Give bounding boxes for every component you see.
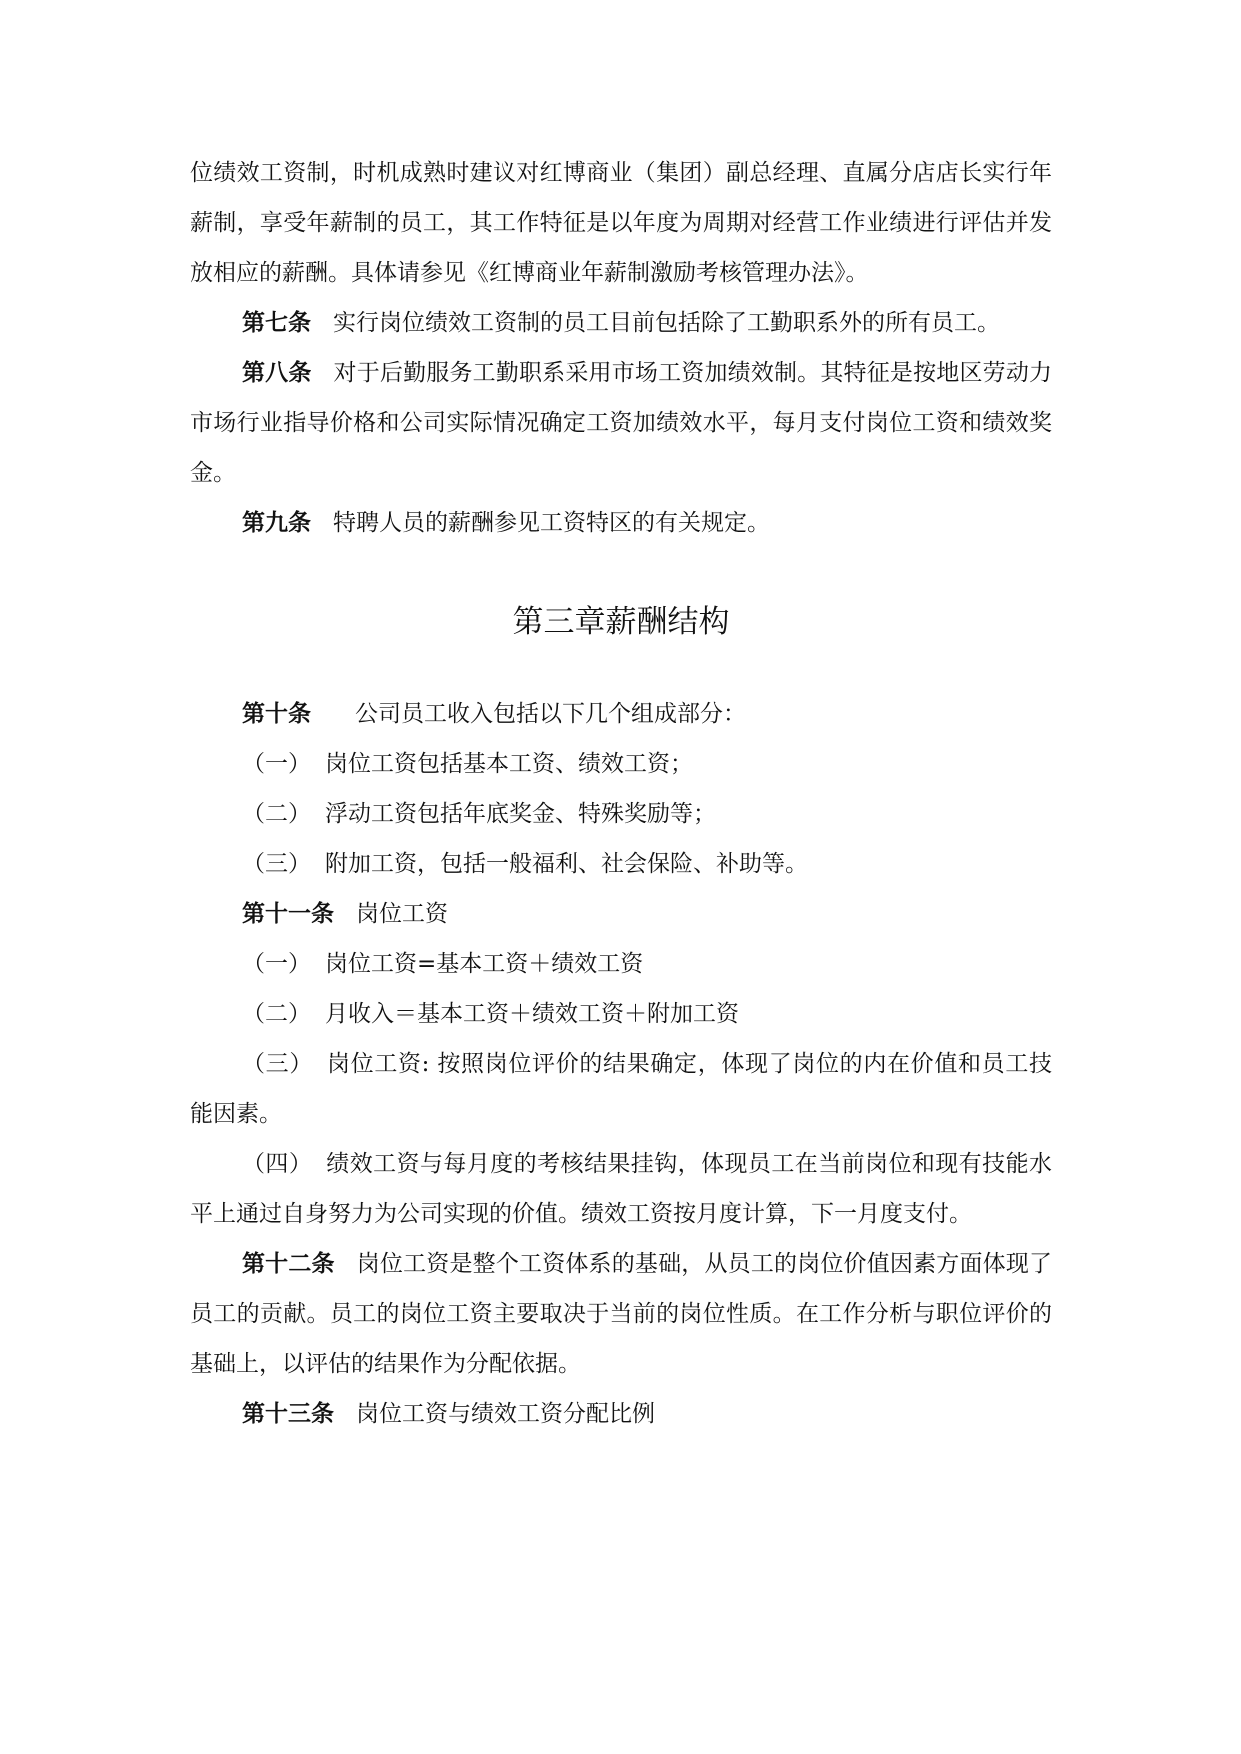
article-11-item-3 xyxy=(190,1039,1052,1139)
enum-text: 浮动工资包括年底奖金、特殊奖励等； xyxy=(325,801,716,827)
article-9-label: 第九条 xyxy=(242,510,311,536)
article-11-label: 第十一条 xyxy=(242,901,334,927)
chapter-title: 第三章薪酬结构 xyxy=(512,604,730,640)
enum-label: （三） xyxy=(242,1051,313,1077)
article-8-label: 第八条 xyxy=(242,360,312,386)
enum-label: （四） xyxy=(242,1151,313,1177)
article-11-item-4 xyxy=(190,1139,1052,1239)
enum-text: 绩效工资与每月度的考核结果挂钩，体现员工在当前岗位和现有技能水平上通过自身努力为公司实现的价值。绩效工资按月度计算，下一月度支付。 xyxy=(190,1151,1053,1227)
enum-text: 月收入＝基本工资＋绩效工资＋附加工资 xyxy=(325,1001,739,1027)
article-10-label: 第十条 xyxy=(242,701,311,727)
article-8-text: 对于后勤服务工勤职系采用市场工资加绩效制。其特征是按地区劳动力市场行业指导价格和公司实际情况确定工资加绩效水平，每月支付岗位工资和绩效奖金。 xyxy=(190,360,1053,486)
enum-label: （二） xyxy=(242,801,311,827)
article-9 xyxy=(190,498,1052,548)
article-7-text: 实行岗位绩效工资制的员工目前包括除了工勤职系外的所有员工。 xyxy=(333,310,1000,336)
article-13-label: 第十三条 xyxy=(242,1401,334,1427)
article-11-text: 岗位工资 xyxy=(356,901,448,927)
enum-text: 岗位工资: 按照岗位评价的结果确定，体现了岗位的内在价值和员工技能因素。 xyxy=(190,1051,1053,1127)
article-10-text: 公司员工收入包括以下几个组成部分： xyxy=(355,701,746,727)
article-7-label: 第七条 xyxy=(242,310,311,336)
article-12-text: 岗位工资是整个工资体系的基础，从员工的岗位价值因素方面体现了员工的贡献。员工的岗位工资主要取决于当前的岗位性质。在工作分析与职位评价的基础上，以评估的结果作为分配依据。 xyxy=(190,1251,1053,1377)
article-7 xyxy=(190,298,1052,348)
intro-paragraph xyxy=(190,148,1052,298)
article-10 xyxy=(242,689,1052,739)
article-12-label: 第十二条 xyxy=(242,1251,335,1277)
article-11-item-1 xyxy=(242,939,1052,989)
enum-label: （一） xyxy=(242,951,311,977)
enum-text: 岗位工资=基本工资＋绩效工资 xyxy=(325,951,644,977)
article-13-text: 岗位工资与绩效工资分配比例 xyxy=(356,1401,655,1427)
enum-text: 附加工资，包括一般福利、社会保险、补助等。 xyxy=(325,851,808,877)
article-10-item-1 xyxy=(242,739,1052,789)
article-13 xyxy=(242,1389,1052,1439)
article-8 xyxy=(190,348,1052,498)
article-11-item-2 xyxy=(242,989,1052,1039)
intro-text: 位绩效工资制，时机成熟时建议对红博商业（集团）副总经理、直属分店店长实行年薪制，享受年薪制的员工，其工作特征是以年度为周期对经营工作业绩进行评估并发放相应的薪酬。具体请参见《红博商业年薪制激励考核管理办法》。 xyxy=(190,160,1052,286)
enum-text: 岗位工资包括基本工资、绩效工资； xyxy=(325,751,693,777)
enum-label: （一） xyxy=(242,751,311,777)
article-11 xyxy=(242,889,1052,939)
article-9-text: 特聘人员的薪酬参见工资特区的有关规定。 xyxy=(333,510,770,536)
enum-label: （三） xyxy=(242,851,311,877)
article-10-item-3 xyxy=(242,839,1052,889)
article-10-item-2 xyxy=(242,789,1052,839)
enum-label: （二） xyxy=(242,1001,311,1027)
article-12 xyxy=(190,1239,1052,1389)
